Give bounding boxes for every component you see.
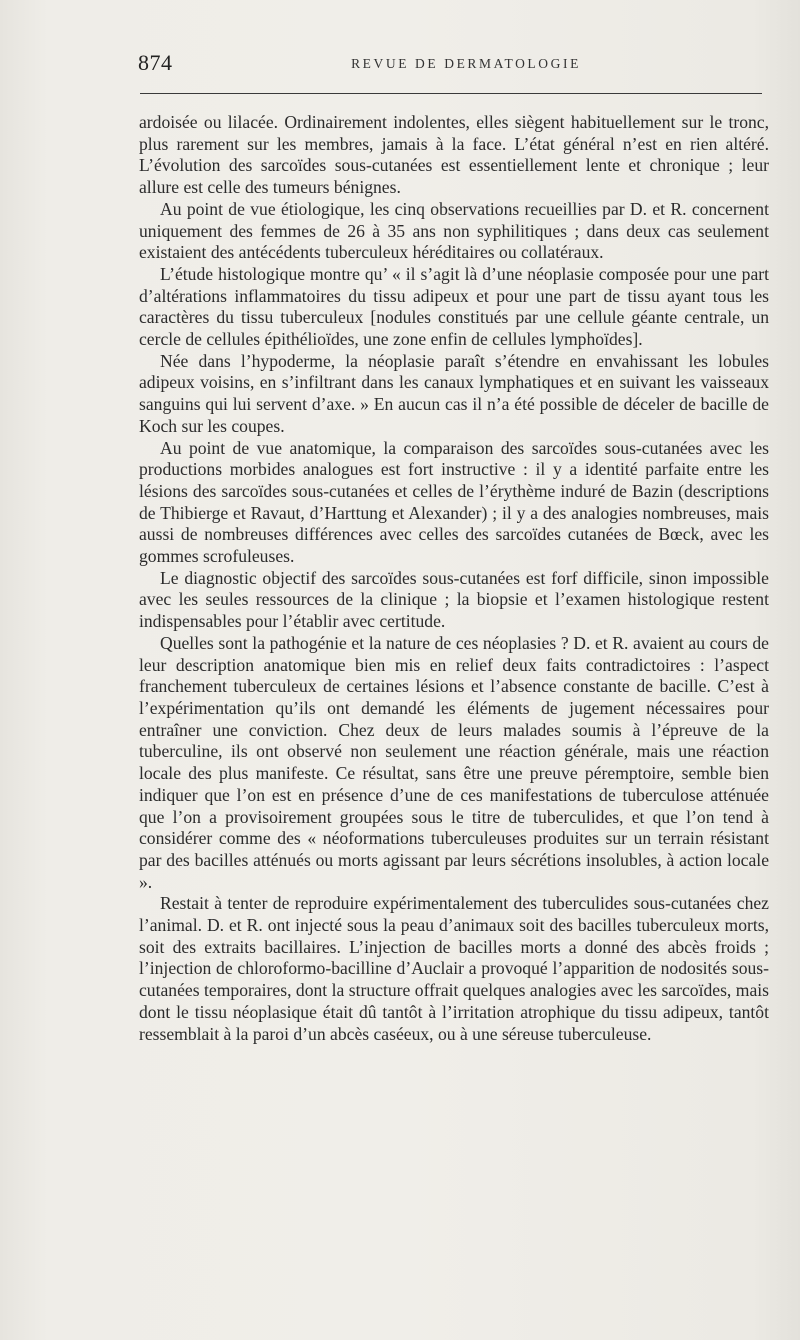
- paragraph-6: Le diagnostic objectif des sarcoïdes sous-cutanées est forf difficile, sinon impossible avec les seules ressources de la clinique ; la biopsie et l’examen histologique restent indispensables pour l’établir avec certitude.: [139, 567, 769, 632]
- page-header: [138, 50, 764, 80]
- paragraph-4: Née dans l’hypoderme, la néoplasie paraît s’étendre en envahissant les lobules adipeux voisins, en s’infiltrant dans les canaux lymphatiques et en suivant les vaisseaux sanguins qui lui servent d’axe. » En aucun cas il n’a été possible de déceler de bacille de Koch sur les coupes.: [139, 350, 769, 436]
- body-text: [139, 112, 769, 1045]
- paragraph-3: L’étude histologique montre qu’ « il s’agit là d’une néoplasie composée pour une part d’altérations inflammatoires du tissu adipeux et pour une part de tissu ayant tous les caractères du tissu tuberculeux [nodules constitués par une cellule géante centrale, un cercle de cellules épithélioïdes, une zone enfin de cellules lymphoïdes].: [139, 263, 769, 350]
- header-rule: [140, 93, 762, 94]
- paragraph-7: Quelles sont la pathogénie et la nature de ces néoplasies ? D. et R. avaient au cours de leur description anatomique bien mis en relief deux faits contradictoires : l’aspect franchement tuberculeux de certaines lésions et l’absence constante de bacille. C’est à l’expérimentation qu’ils ont demandé les éléments de jugement nécessaires pour entraîner une conviction. Chez deux de leurs malades soumis à l’épreuve de la tuberculine, ils ont observé non seulement une réaction générale, mais une réaction locale des plus manifeste. Ce résultat, sans être une preuve péremptoire, semble bien indiquer que l’on est en présence d’une de ces manifestations de tuberculose atténuée que l’on a provisoirement groupées sous le titre de tuberculides, et que l’on tend à considérer comme des « néoformations tuberculeuses produites sur un terrain résistant par des bacilles atténués ou morts agissant par leurs sécrétions insolubles, à action locale ».: [139, 632, 769, 892]
- paragraph-5: Au point de vue anatomique, la comparaison des sarcoïdes sous-cutanées avec les productions morbides analogues est fort instructive : il y a identité parfaite entre les lésions des sarcoïdes sous-cutanées et celles de l’érythème induré de Bazin (descriptions de Thibierge et Ravaut, d’Harttung et Alexander) ; il y a des analogies nombreuses, mais aussi de nombreuses différences avec celles des sarcoïdes cutanées de Bœck, avec les gommes scrofuleuses.: [139, 437, 769, 567]
- running-title: REVUE DE DERMATOLOGIE: [351, 56, 581, 71]
- page-number: 874: [138, 50, 173, 75]
- paragraph-8: Restait à tenter de reproduire expérimentalement des tuberculides sous-cutanées chez l’animal. D. et R. ont injecté sous la peau d’animaux soit des bacilles tuberculeux morts, soit des extraits bacillaires. L’injection de bacilles morts a donné des abcès froids ; l’injection de chloroformo-bacilline d’Auclair a provoqué l’apparition de nodosités sous-cutanées temporaires, dont la structure offrait quelques analogies avec les sarcoïdes, mais dont le tissu néoplasique était dû tantôt à l’irritation atrophique du tissu adipeux, tantôt ressemblait à la paroi d’un abcès caséeux, ou à une séreuse tuberculeuse.: [139, 893, 769, 1044]
- paragraph-1: ardoisée ou lilacée. Ordinairement indolentes, elles siègent habituellement sur le tronc, plus rarement sur les membres, jamais à la face. L’état général n’est en rien altéré. L’évolution des sarcoïdes sous-cutanées est essentiellement lente et chronique ; leur allure est celle des tumeurs bénignes.: [139, 112, 769, 198]
- paragraph-2: Au point de vue étiologique, les cinq observations recueillies par D. et R. concernent uniquement des femmes de 26 à 35 ans non syphilitiques ; dans deux cas seulement existaient des antécédents tuberculeux héréditaires ou collatéraux.: [139, 198, 769, 263]
